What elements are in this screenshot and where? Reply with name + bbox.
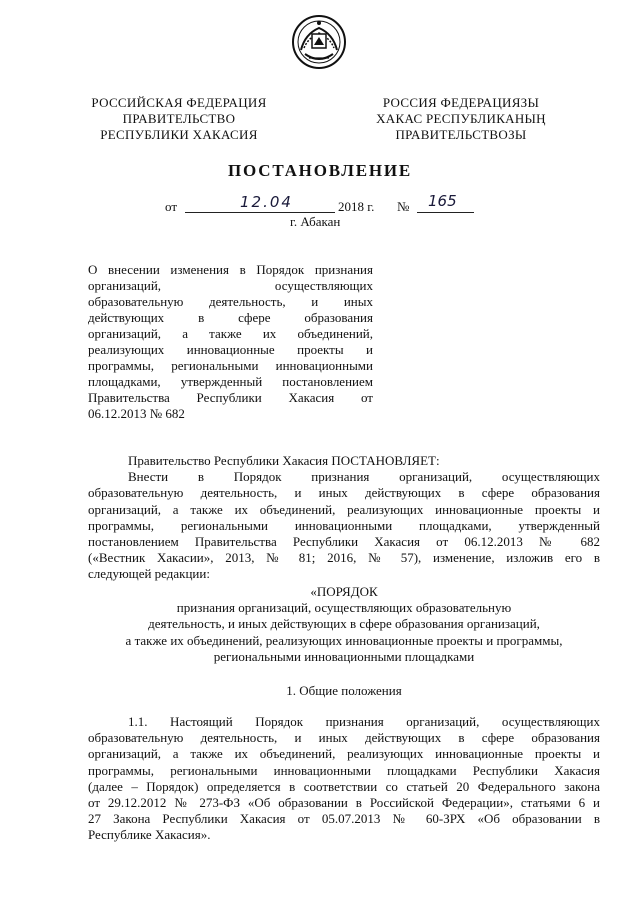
paragraph-line: 1.1. Настоящий Порядок признания организаций, осуществляющих [128, 714, 600, 729]
header-left-authority [88, 95, 270, 143]
header-right-line: ПРАВИТЕЛЬСТВОЗЫ [395, 127, 527, 142]
header-left-line: РОССИЙСКАЯ ФЕДЕРАЦИЯ [91, 95, 267, 110]
document-title: ПОСТАНОВЛЕНИЕ [227, 161, 413, 180]
republic-coat-of-arms-icon [291, 14, 347, 70]
paragraph-line: программы, региональными инновационными площадками Республики Хакасия [88, 762, 600, 778]
number-label: № [397, 199, 410, 214]
order-title-line: деятельность, и иных действующих в сфере образования организаций, [148, 616, 540, 632]
document-subject [88, 262, 373, 422]
handwritten-date: 12.04 [240, 193, 293, 211]
paragraph-line: (далее – Порядок) определяется в соответствии со статьей 20 Федерального закона [88, 778, 600, 794]
order-title-line: признания организаций, осуществляющих образовательную [176, 600, 512, 616]
resolution-line: постановлением Правительства Республики Хакасия от 06.12.2013 № 682 [88, 533, 600, 549]
subject-line: О внесении изменения в Порядок признания [88, 262, 373, 277]
order-title [88, 584, 600, 665]
resolution-line: Внести в Порядок признания организаций, осуществляющих [128, 469, 600, 485]
section-heading [88, 683, 600, 699]
subject-line: организаций, осуществляющих [88, 278, 373, 293]
paragraph-line: от 29.12.2012 № 273-ФЗ «Об образовании в Российской Федерации», статьями 6 и [88, 794, 600, 810]
subject-line: реализующих инновационные проекты и [88, 342, 373, 357]
order-title-line: а также их объединений, реализующих инновационные проекты и программы, [125, 632, 563, 648]
date-year: 2018 г. [338, 199, 375, 214]
subject-line: 06.12.2013 № 682 [88, 406, 185, 421]
subject-line: образовательную деятельность, и иных [88, 294, 373, 309]
header-left-line: РЕСПУБЛИКИ ХАКАСИЯ [100, 127, 258, 142]
section-paragraph [88, 714, 600, 844]
paragraph-line: 27 Закона Республики Хакасия от 05.07.2013 № 60-ЗРХ «Об образовании в [88, 811, 600, 827]
header-left-line: ПРАВИТЕЛЬСТВО [122, 111, 236, 126]
date-underline [185, 212, 335, 213]
header-right-authority [370, 95, 552, 143]
resolution-line: следующей редакции: [88, 566, 210, 582]
handwritten-number: 165 [428, 192, 457, 210]
resolution-line: организаций, а также их объединений, реализующих инновационные проекты и [88, 501, 600, 517]
subject-line: действующих в сфере образования [88, 310, 373, 325]
resolution-block [88, 453, 600, 583]
date-from-label: от [165, 199, 178, 214]
section-heading-text: 1. Общие положения [286, 683, 402, 698]
header-right-line: РОССИЯ ФЕДЕРАЦИЯЗЫ [382, 95, 540, 110]
order-title-line: «ПОРЯДОК [310, 584, 378, 599]
resolution-line: образовательную деятельность, и иных действующих в сфере образования [88, 485, 600, 501]
subject-line: площадками, утвержденный постановлением [88, 374, 373, 389]
paragraph-line: организаций, а также их объединений, реализующих инновационные проекты и [88, 746, 600, 762]
subject-line: Правительства Республики Хакасия от [88, 390, 373, 405]
resolution-line: программы, региональными инновационными площадками, утвержденный [88, 517, 600, 533]
city-label: г. Абакан [290, 214, 341, 229]
resolution-lead: Правительство Республики Хакасия ПОСТАНОВЛЯЕТ: [128, 453, 440, 468]
header-right-line: ХАКАС РЕСПУБЛИКАНЫҢ [376, 111, 546, 126]
paragraph-line: Республике Хакасия». [88, 827, 211, 843]
order-title-line: региональными инновационными площадками [213, 648, 475, 664]
resolution-line: («Вестник Хакасии», 2013, № 81; 2016, № 57), изменение, изложив его в [88, 550, 600, 566]
number-underline [417, 212, 474, 213]
subject-line: программы, региональными инновационными [88, 358, 373, 373]
paragraph-line: образовательную деятельность, и иных действующих в сфере образования [88, 730, 600, 746]
subject-line: организаций, а также их объединений, [88, 326, 373, 341]
